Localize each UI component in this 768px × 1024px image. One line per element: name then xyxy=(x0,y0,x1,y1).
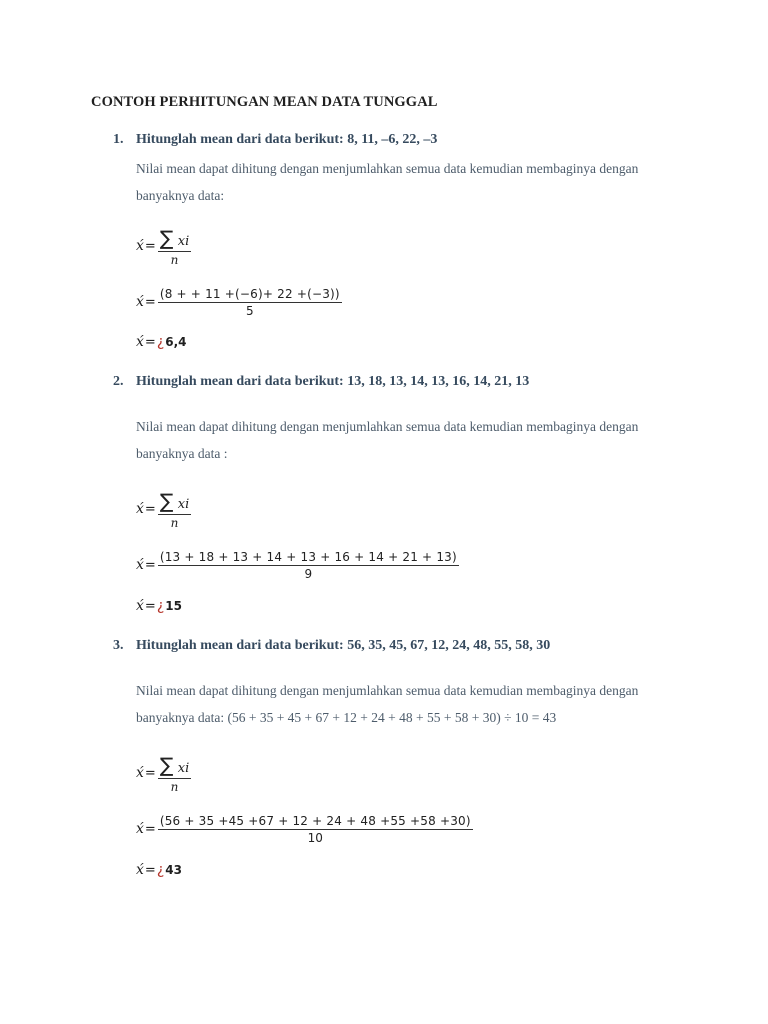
xi-symbol: xi xyxy=(177,496,190,512)
xi-symbol: xi xyxy=(177,760,190,776)
xbar-symbol: x́ xyxy=(136,238,144,254)
equals-sign: = xyxy=(144,821,156,837)
question-number: 3. xyxy=(113,638,124,653)
numerator: (56 + 35 +45 +67 + 12 + 24 + 48 +55 +58 +30) xyxy=(159,813,471,828)
equals-sign: = xyxy=(144,294,156,310)
numerator: (13 + 18 + 13 + 14 + 13 + 16 + 14 + 21 + 13) xyxy=(159,549,457,564)
garbled-mark: ¿ xyxy=(156,334,165,350)
question-2-heading xyxy=(113,374,529,390)
xbar-symbol: x́ xyxy=(136,294,144,310)
calculation-fraction xyxy=(158,287,342,318)
formula-fraction xyxy=(158,226,191,267)
xbar-symbol: x́ xyxy=(136,557,144,573)
xbar-symbol: x́ xyxy=(136,821,144,837)
mean-result-1 xyxy=(136,334,187,350)
question-text: Hitunglah mean dari data berikut: 8, 11, –6, 22, –3 xyxy=(136,132,438,147)
result-value: 6,4 xyxy=(165,335,187,349)
equals-sign: = xyxy=(144,863,156,878)
question-text: Hitunglah mean dari data berikut: 13, 18, 13, 14, 13, 16, 14, 21, 13 xyxy=(136,374,530,389)
mean-calculation-1 xyxy=(136,280,342,324)
denominator: 5 xyxy=(246,303,254,318)
formula-fraction xyxy=(158,753,191,794)
denominator: 10 xyxy=(307,830,323,845)
sigma-symbol: ∑ xyxy=(159,752,174,777)
mean-result-3 xyxy=(136,862,182,878)
calculation-fraction xyxy=(158,550,459,581)
mean-formula-3 xyxy=(136,751,191,795)
mean-formula-1 xyxy=(136,224,191,268)
result-value: 43 xyxy=(165,863,182,877)
question-2-explanation: Nilai mean dapat dihitung dengan menjumlahkan semua data kemudian membaginya dengan banyaknya data : xyxy=(136,419,639,461)
xbar-symbol: x́ xyxy=(136,765,144,781)
question-1-explanation: Nilai mean dapat dihitung dengan menjumlahkan semua data kemudian membaginya dengan banyaknya data: xyxy=(136,161,639,203)
mean-result-2 xyxy=(136,598,182,614)
garbled-mark: ¿ xyxy=(156,862,165,878)
calculation-fraction xyxy=(158,814,473,845)
equals-sign: = xyxy=(144,557,156,573)
question-3-explanation: Nilai mean dapat dihitung dengan menjumlahkan semua data kemudian membaginya dengan banyaknya data: (56 + 35 + 45 + 67 + 12 + 24 + 48 + 55 + 58 + 30) ÷ 10 = 43 xyxy=(136,683,639,725)
question-text: Hitunglah mean dari data berikut: 56, 35, 45, 67, 12, 24, 48, 55, 58, 30 xyxy=(136,638,551,653)
n-symbol: n xyxy=(170,515,179,530)
document-title: CONTOH PERHITUNGAN MEAN DATA TUNGGAL xyxy=(91,94,438,110)
xbar-symbol: x́ xyxy=(136,598,144,614)
numerator: (8 + + 11 +(−6)+ 22 +(−3)) xyxy=(159,286,340,301)
sigma-symbol: ∑ xyxy=(159,225,174,250)
question-number: 1. xyxy=(113,132,124,147)
equals-sign: = xyxy=(144,765,156,781)
denominator: 9 xyxy=(304,566,313,581)
n-symbol: n xyxy=(170,252,179,267)
equals-sign: = xyxy=(144,335,156,350)
formula-fraction xyxy=(158,489,191,530)
mean-formula-2 xyxy=(136,487,191,531)
sigma-symbol: ∑ xyxy=(159,488,174,513)
mean-calculation-2 xyxy=(136,543,459,587)
equals-sign: = xyxy=(144,238,156,254)
xbar-symbol: x́ xyxy=(136,334,144,350)
question-number: 2. xyxy=(113,374,124,389)
xbar-symbol: x́ xyxy=(136,862,144,878)
garbled-mark: ¿ xyxy=(156,598,165,614)
n-symbol: n xyxy=(170,779,179,794)
equals-sign: = xyxy=(144,599,156,614)
xi-symbol: xi xyxy=(177,233,190,249)
mean-calculation-3 xyxy=(136,807,473,851)
question-1-heading xyxy=(113,132,437,148)
question-3-heading xyxy=(113,638,550,654)
xbar-symbol: x́ xyxy=(136,501,144,517)
result-value: 15 xyxy=(165,599,182,613)
equals-sign: = xyxy=(144,501,156,517)
